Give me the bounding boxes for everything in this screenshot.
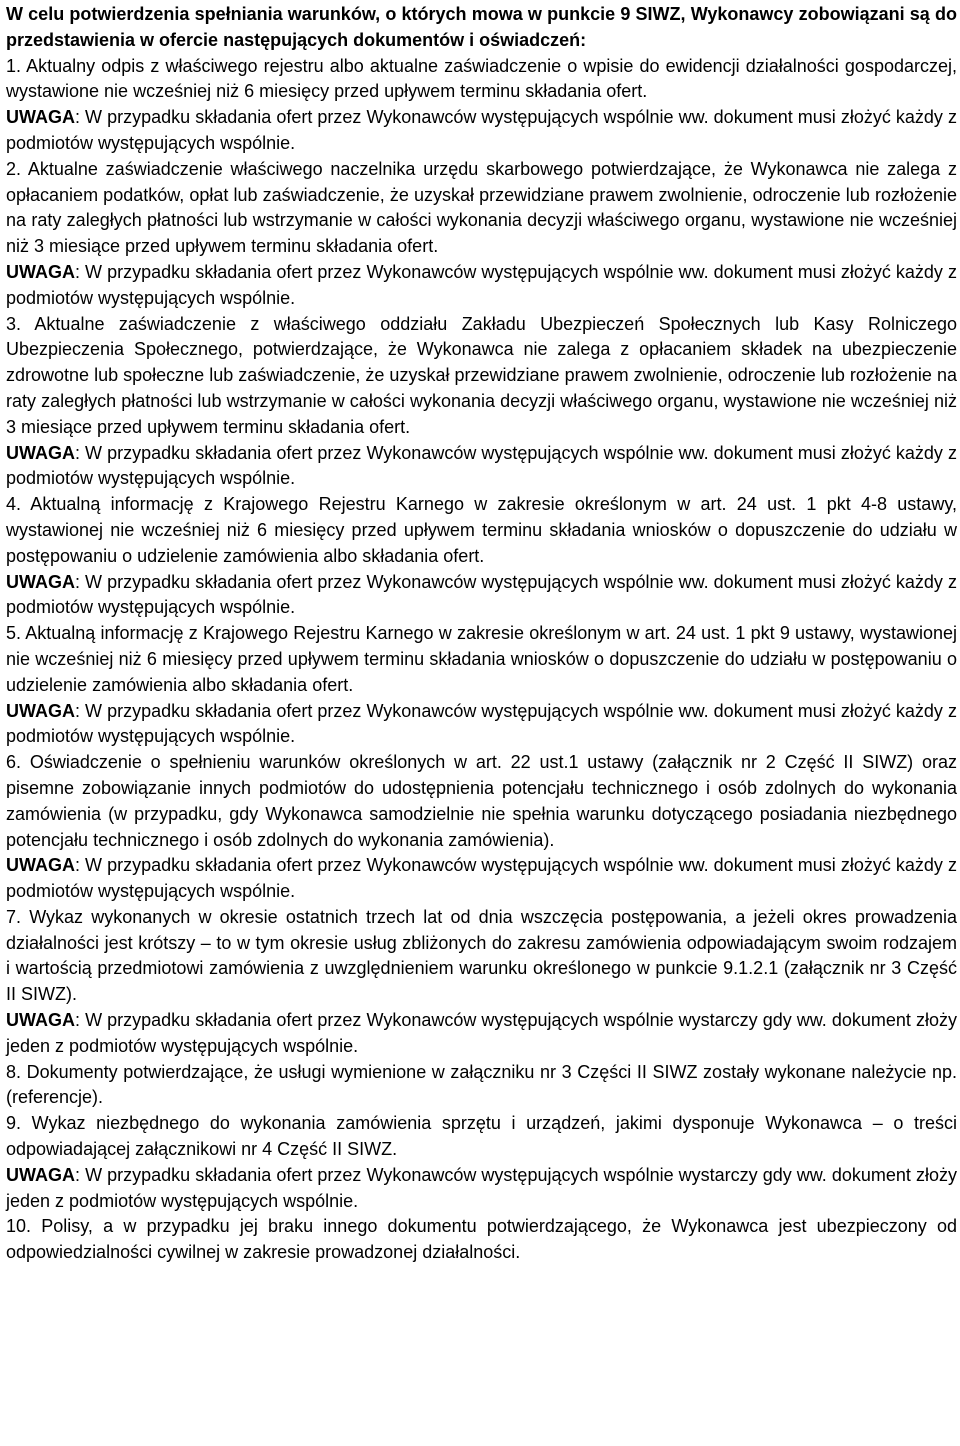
warning-note [6,853,957,905]
requirement-item: 2. Aktualne zaświadczenie właściwego naczelnika urzędu skarbowego potwierdzające, że Wykonawca nie zalega z opłacaniem podatków, opłat lub zaświadczenie, że uzyskał przewidziane prawem zwolnienie, odroczenie lub rozłożenie na raty zaległych płatności lub wstrzymanie w całości wykonania decyzji właściwego organu, wystawione nie wcześniej niż 3 miesiące przed upływem terminu składania ofert. [6,158,957,257]
warning-note [6,1008,957,1060]
warning-text: : W przypadku składania ofert przez Wykonawców występujących wspólnie wystarczy gdy ww. dokument złoży jeden z podmiotów występujących wspólnie. [6,1010,957,1056]
warning-text: : W przypadku składania ofert przez Wykonawców występujących wspólnie ww. dokument musi złożyć każdy z podmiotów występujących wspólnie. [6,261,957,308]
warning-label: UWAGA [6,261,75,282]
warning-note [6,105,957,157]
warning-text: : W przypadku składania ofert przez Wykonawców występujących wspólnie ww. dokument musi złożyć każdy z podmiotów występujących wspólnie. [6,107,957,153]
requirement-item: 5. Aktualną informację z Krajowego Rejestru Karnego w zakresie określonym w art. 24 ust. 1 pkt 9 ustawy, wystawionej nie wcześniej niż 6 miesięcy przed upływem terminu składania wniosków o dopuszczenie do udziału w postępowaniu o udzielenie zamówienia albo składania ofert. [6,623,957,695]
requirement-item: 1. Aktualny odpis z właściwego rejestru albo aktualne zaświadczenie o wpisie do ewidencji działalności gospodarczej, wystawione nie wcześniej niż 6 miesięcy przed upływem terminu składania ofert. [6,55,957,102]
warning-label: UWAGA [6,571,75,592]
requirement-item: 7. Wykaz wykonanych w okresie ostatnich trzech lat od dnia wszczęcia postępowania, a jeżeli okres prowadzenia działalności jest krótszy – to w tym okresie usług zbliżonych do zakresu zamówienia odpowiadającym swoim rodzajem i wartością przedmiotowi zamówienia z uwzględnieniem warunku określonego w punkcie 9.1.2.1 (załącznik nr 3 Część II SIWZ). [6,906,957,1005]
warning-label: UWAGA [6,442,75,463]
warning-text: : W przypadku składania ofert przez Wykonawców występujących wspólnie ww. dokument musi złożyć każdy z podmiotów występujących wspólnie. [6,855,957,902]
requirement-item: 9. Wykaz niezbędnego do wykonania zamówienia sprzętu i urządzeń, jakimi dysponuje Wykonawca – o treści odpowiadającej załącznikowi nr 4 Część II SIWZ. [6,1113,957,1160]
requirements-list [6,54,957,1266]
requirement-item: 8. Dokumenty potwierdzające, że usługi wymienione w załączniku nr 3 Części II SIWZ zostały wykonane należycie np. (referencje). [6,1061,957,1108]
warning-label: UWAGA [6,1164,75,1185]
warning-note [6,1163,957,1215]
requirement-item: 10. Polisy, a w przypadku jej braku innego dokumentu potwierdzającego, że Wykonawca jest ubezpieczony od odpowiedzialności cywilnej w zakresie prowadzonej działalności. [6,1216,957,1263]
warning-note [6,441,957,493]
warning-label: UWAGA [6,107,75,128]
requirement-item: 4. Aktualną informację z Krajowego Rejestru Karnego w zakresie określonym w art. 24 ust. 1 pkt 4-8 ustawy, wystawionej nie wcześniej niż 6 miesięcy przed upływem terminu składania wniosków o dopuszczenie do udziału w postępowaniu o udzielenie zamówienia albo składania ofert. [6,494,957,566]
requirement-item: 6. Oświadczenie o spełnieniu warunków określonych w art. 22 ust.1 ustawy (załącznik nr 2 Część II SIWZ) oraz pisemne zobowiązanie innych podmiotów do udostępnienia potencjału technicznego i osób zdolnych do wykonania zamówienia (w przypadku, gdy Wykonawca samodzielnie nie spełnia warunku dotyczącego posiadania niezbędnego potencjału technicznego i osób zdolnych do wykonania zamówienia). [6,752,957,850]
warning-note [6,260,957,312]
warning-label: UWAGA [6,1010,75,1031]
warning-label: UWAGA [6,700,75,721]
requirement-item: 3. Aktualne zaświadczenie z właściwego oddziału Zakładu Ubezpieczeń Społecznych lub Kasy Rolniczego Ubezpieczenia Społecznego, potwierdzające, że Wykonawca nie zalega z opłacaniem składek na ubezpieczenie zdrowotne lub społeczne lub zaświadczenie, że uzyskał przewidziane prawem zwolnienie, odroczenie lub rozłożenie na raty zaległych płatności lub wstrzymanie w całości wykonania decyzji właściwego organu, wystawione nie wcześniej niż 3 miesiące przed upływem terminu składania ofert. [6,313,957,437]
warning-text: : W przypadku składania ofert przez Wykonawców występujących wspólnie wystarczy gdy ww. dokument złoży jeden z podmiotów występujących wspólnie. [6,1164,957,1211]
warning-text: : W przypadku składania ofert przez Wykonawców występujących wspólnie ww. dokument musi złożyć każdy z podmiotów występujących wspólnie. [6,442,957,489]
intro-paragraph: W celu potwierdzenia spełniania warunków, o których mowa w punkcie 9 SIWZ, Wykonawcy zobowiązani są do przedstawienia w ofercie następujących dokumentów i oświadczeń: [6,4,957,50]
warning-text: : W przypadku składania ofert przez Wykonawców występujących wspólnie ww. dokument musi złożyć każdy z podmiotów występujących wspólnie. [6,571,957,618]
warning-note [6,699,957,751]
warning-text: : W przypadku składania ofert przez Wykonawców występujących wspólnie ww. dokument musi złożyć każdy z podmiotów występujących wspólnie. [6,700,957,747]
warning-note [6,570,957,622]
warning-label: UWAGA [6,855,75,876]
